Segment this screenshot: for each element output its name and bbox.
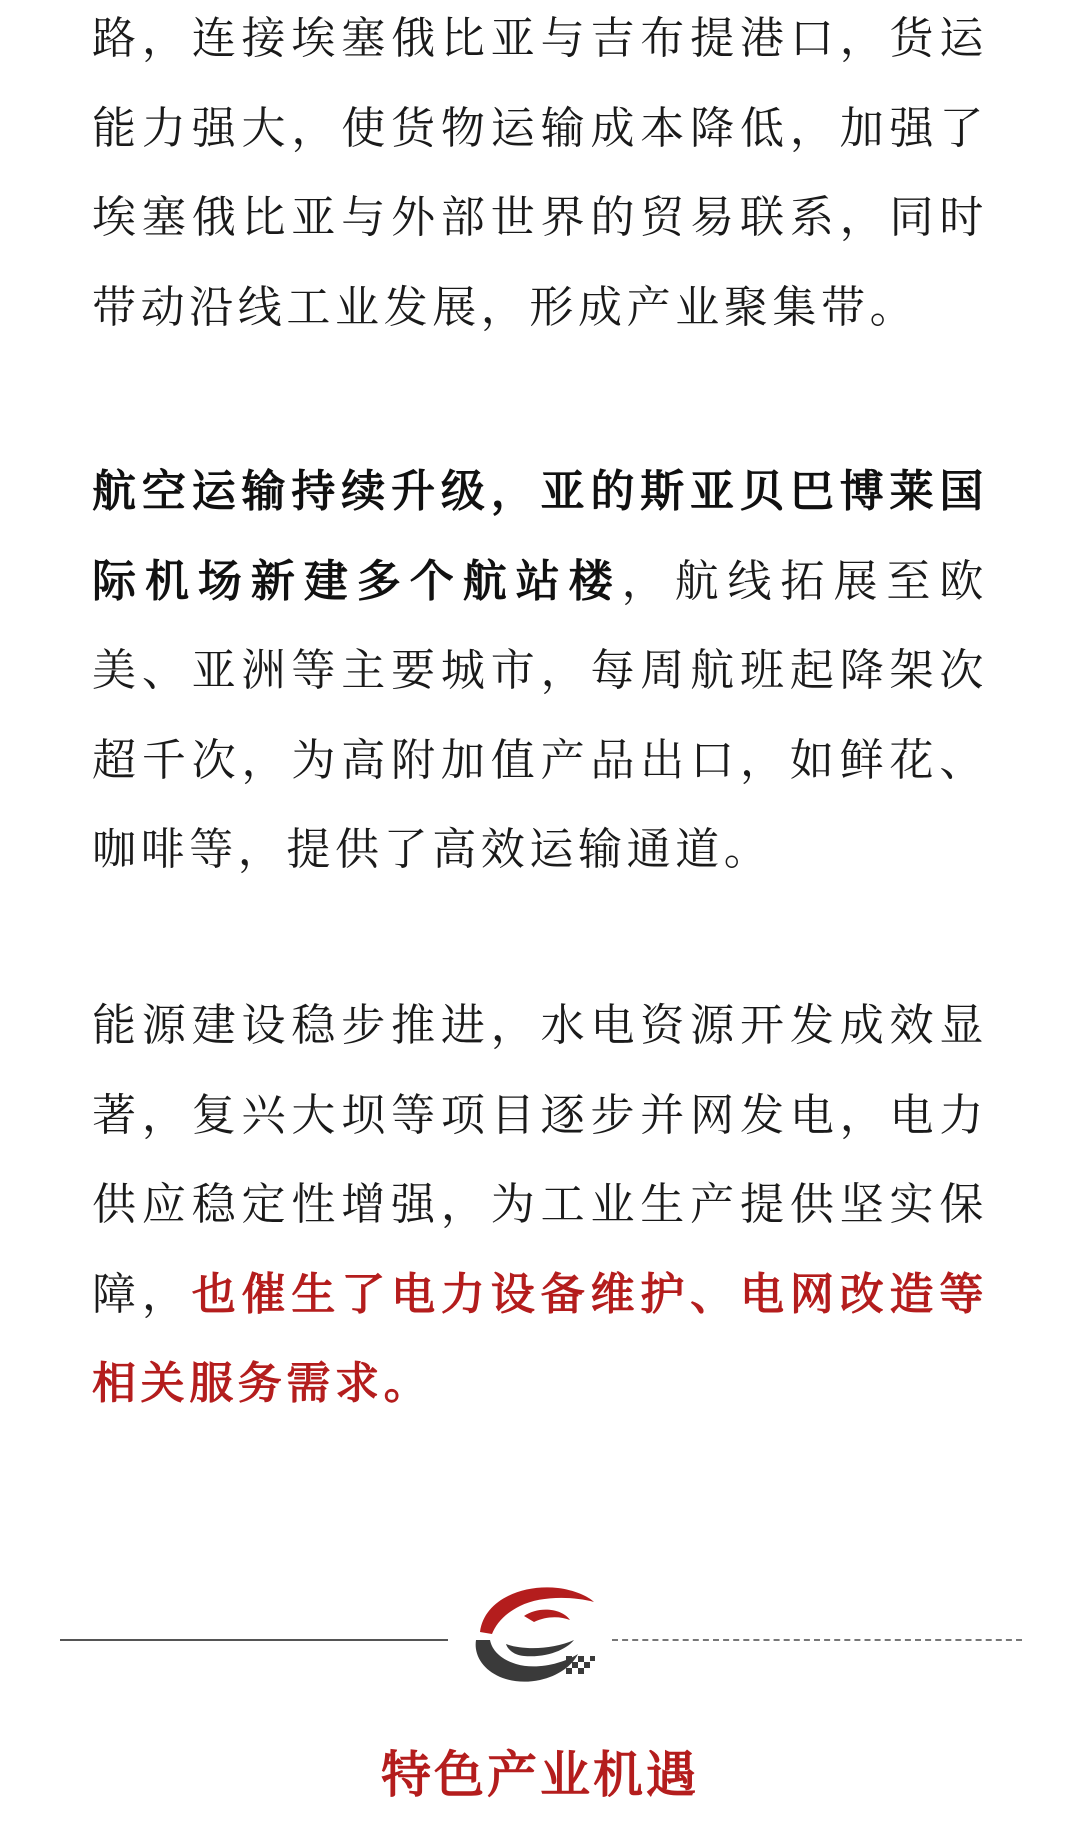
paragraph-railway [92, 0, 988, 352]
paragraph-railway-text: 路，连接埃塞俄比亚与吉布提港口，货运能力强大，使货物运输成本降低，加强了埃塞俄比亚与外部世界的贸易联系，同时带动沿线工业发展，形成产业聚集带。 [92, 13, 988, 333]
paragraph-energy-highlight: 也催生了电力设备维护、电网改造等相关服务需求。 [92, 1268, 988, 1409]
section-divider [0, 1570, 1080, 1690]
paragraph-aviation-lead: 航空运输持续升级，亚的斯亚贝巴博莱国际机场新建多个航站楼 [92, 466, 988, 607]
brand-logo-icon [462, 1570, 602, 1690]
paragraph-energy [92, 981, 988, 1429]
divider-line-left [60, 1639, 448, 1641]
divider-line-right [612, 1639, 1022, 1641]
paragraph-aviation-text: ，航线拓展至欧美、亚洲等主要城市，每周航班起降架次超千次，为高附加值产品出口，如鲜花、咖啡等，提供了高效运输通道。 [92, 555, 988, 875]
paragraph-aviation [92, 447, 988, 895]
section-title: 特色产业机遇 [381, 1746, 699, 1804]
paragraph-energy-text: 能源建设稳步推进，水电资源开发成效显著，复兴大坝等项目逐步并网发电，电力供应稳定性增强，为工业生产提供坚实保障， [92, 1000, 988, 1320]
